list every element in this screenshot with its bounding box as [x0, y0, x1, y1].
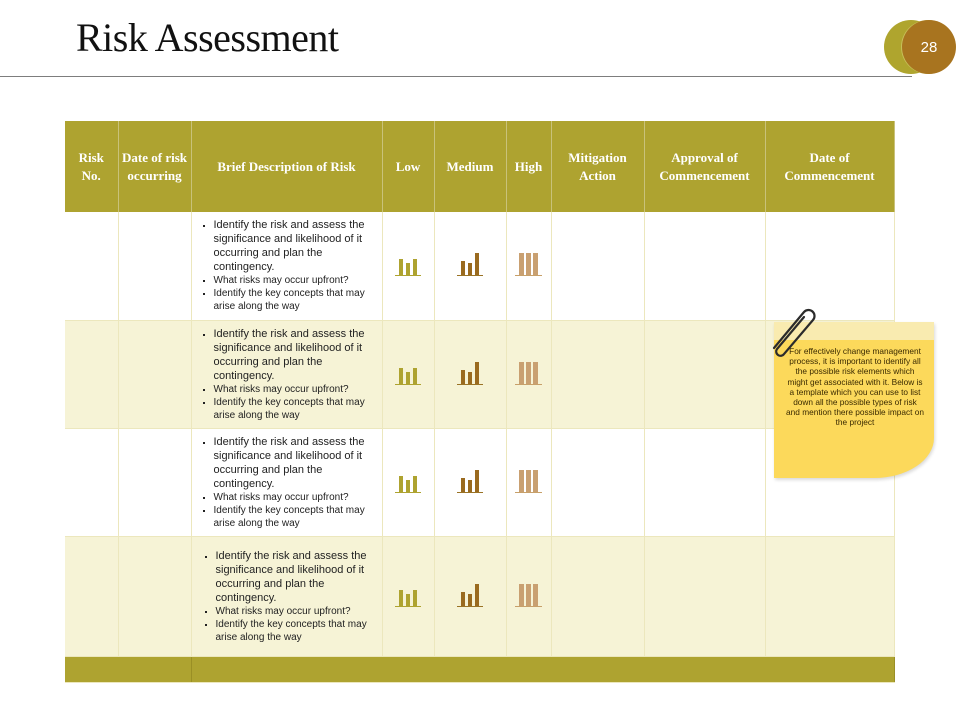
date-cell[interactable] [118, 320, 191, 428]
high-cell[interactable] [506, 428, 551, 536]
approval-cell[interactable] [644, 212, 765, 320]
description-list [192, 212, 382, 313]
description-bullet: ▪ Identify the risk and assess the significance and likelihood of it occurring and plan the contingency. [214, 327, 380, 383]
risk-no-cell[interactable] [65, 428, 118, 536]
low-bar-chart-icon [395, 360, 421, 385]
description-bullet: ▪ Identify the risk and assess the significance and likelihood of it occurring and plan the contingency. [216, 549, 368, 605]
low-cell[interactable] [382, 428, 434, 536]
mitigation-cell[interactable] [551, 212, 644, 320]
high-bar-chart-icon [515, 468, 542, 493]
header-description: Brief Description of Risk [191, 121, 382, 212]
mitigation-cell[interactable] [551, 320, 644, 428]
description-list [192, 429, 382, 530]
medium-bar-chart-icon [457, 251, 483, 276]
slide-title: Risk Assessment [76, 15, 339, 60]
mitigation-cell[interactable] [551, 428, 644, 536]
description-bullet: ▪ Identify the key concepts that may arise along the way [216, 618, 368, 644]
paperclip-icon [760, 298, 820, 358]
low-bar-chart-icon [395, 251, 421, 276]
description-cell [191, 320, 382, 428]
description-bullet: ▪ Identify the key concepts that may arise along the way [214, 396, 380, 422]
high-bar-chart-icon [515, 360, 542, 385]
approval-cell[interactable] [644, 536, 765, 656]
medium-cell[interactable] [434, 320, 506, 428]
header-date-of-risk: Date of risk occurring [118, 121, 191, 212]
header-approval: Approval of Commencement [644, 121, 765, 212]
mitigation-cell[interactable] [551, 536, 644, 656]
risk-assessment-table [65, 121, 895, 683]
risk-no-cell[interactable] [65, 212, 118, 320]
description-bullet: ▪ Identify the key concepts that may arise along the way [214, 504, 380, 530]
description-bullet: ▪ Identify the risk and assess the significance and likelihood of it occurring and plan the contingency. [214, 435, 380, 491]
commencement-cell[interactable] [765, 536, 894, 656]
risk-no-cell[interactable] [65, 320, 118, 428]
high-bar-chart-icon [515, 582, 542, 607]
table-row [65, 536, 894, 656]
medium-bar-chart-icon [457, 468, 483, 493]
description-bullet: ▪ What risks may occur upfront? [214, 383, 380, 396]
description-bullet: ▪ Identify the risk and assess the significance and likelihood of it occurring and plan the contingency. [214, 218, 380, 274]
description-bullet: ▪ What risks may occur upfront? [214, 274, 380, 287]
table-row [65, 428, 894, 536]
date-cell[interactable] [118, 428, 191, 536]
approval-cell[interactable] [644, 428, 765, 536]
header-medium: Medium [434, 121, 506, 212]
page-number-badge: 28 [902, 20, 956, 74]
medium-bar-chart-icon [457, 360, 483, 385]
description-cell [191, 212, 382, 320]
table-header-row [65, 121, 894, 212]
description-list [192, 537, 382, 644]
medium-cell[interactable] [434, 212, 506, 320]
description-bullet: ▪ What risks may occur upfront? [216, 605, 368, 618]
description-cell [191, 428, 382, 536]
high-cell[interactable] [506, 320, 551, 428]
sticky-note-text: For effectively change management process, it is important to identify all the possible risk elements which might get associated with it. Below is a template which you can use to list down all the possible types of risk and mention there possible impact on the project [786, 346, 924, 428]
header-low: Low [382, 121, 434, 212]
date-cell[interactable] [118, 212, 191, 320]
medium-cell[interactable] [434, 536, 506, 656]
title-divider [0, 76, 912, 77]
header-date-of-commencement: Date of Commencement [765, 121, 894, 212]
high-cell[interactable] [506, 212, 551, 320]
low-cell[interactable] [382, 212, 434, 320]
date-cell[interactable] [118, 536, 191, 656]
low-bar-chart-icon [395, 582, 421, 607]
header-high: High [506, 121, 551, 212]
medium-bar-chart-icon [457, 582, 483, 607]
table-footer-band [65, 656, 894, 682]
description-bullet: ▪ Identify the key concepts that may arise along the way [214, 287, 380, 313]
medium-cell[interactable] [434, 428, 506, 536]
header-risk-no: Risk No. [65, 121, 118, 212]
header-mitigation: Mitigation Action [551, 121, 644, 212]
footer-cell [65, 656, 191, 682]
description-list [192, 321, 382, 422]
footer-cell [191, 656, 894, 682]
description-cell [191, 536, 382, 656]
high-bar-chart-icon [515, 251, 542, 276]
risk-no-cell[interactable] [65, 536, 118, 656]
approval-cell[interactable] [644, 320, 765, 428]
low-bar-chart-icon [395, 468, 421, 493]
low-cell[interactable] [382, 320, 434, 428]
low-cell[interactable] [382, 536, 434, 656]
high-cell[interactable] [506, 536, 551, 656]
description-bullet: ▪ What risks may occur upfront? [214, 491, 380, 504]
